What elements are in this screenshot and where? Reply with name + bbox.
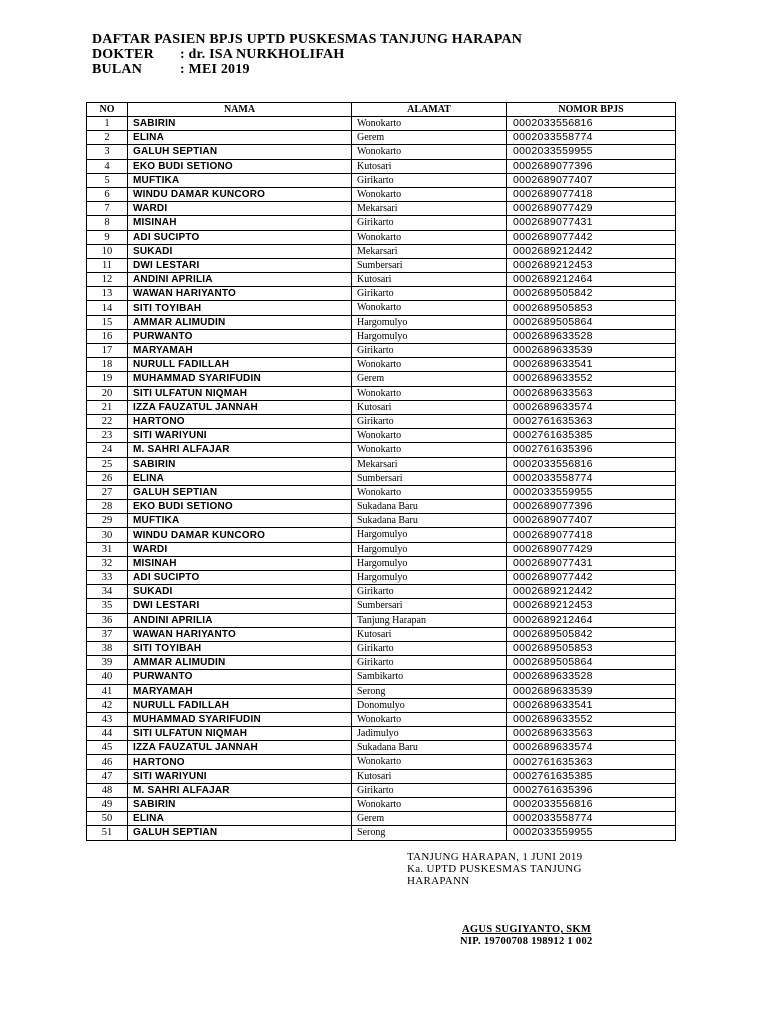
dokter-value: : dr. ISA NURKHOLIFAH	[180, 47, 345, 62]
cell-alamat: Wonokarto	[352, 712, 507, 726]
cell-alamat: Wonokarto	[352, 301, 507, 315]
bulan-value: : MEI 2019	[180, 62, 250, 77]
cell-nama: GALUH SEPTIAN	[128, 485, 352, 499]
table-row	[87, 273, 676, 287]
cell-alamat: Wonokarto	[352, 358, 507, 372]
cell-no: 1	[87, 117, 128, 131]
cell-alamat: Mekarsari	[352, 244, 507, 258]
column-header-bpjs: NOMOR BPJS	[507, 103, 676, 117]
cell-nama: NURULL FADILLAH	[128, 358, 352, 372]
cell-bpjs: 0002033558774	[507, 812, 676, 826]
cell-alamat: Kutosari	[352, 627, 507, 641]
cell-bpjs: 0002033556816	[507, 457, 676, 471]
cell-alamat: Kutosari	[352, 769, 507, 783]
cell-alamat: Hargomulyo	[352, 556, 507, 570]
cell-bpjs: 0002689633541	[507, 358, 676, 372]
column-header-no: NO	[87, 103, 128, 117]
cell-bpjs: 0002689633563	[507, 727, 676, 741]
table-row	[87, 173, 676, 187]
cell-bpjs: 0002689633539	[507, 684, 676, 698]
cell-no: 48	[87, 783, 128, 797]
cell-no: 18	[87, 358, 128, 372]
patient-table	[86, 102, 676, 841]
column-header-nama: NAMA	[128, 103, 352, 117]
cell-bpjs: 0002689633541	[507, 698, 676, 712]
cell-nama: WARDI	[128, 542, 352, 556]
cell-bpjs: 0002689077407	[507, 173, 676, 187]
cell-nama: AMMAR ALIMUDIN	[128, 315, 352, 329]
column-header-alamat: ALAMAT	[352, 103, 507, 117]
cell-bpjs: 0002689077396	[507, 500, 676, 514]
table-row	[87, 287, 676, 301]
cell-no: 29	[87, 514, 128, 528]
cell-nama: PURWANTO	[128, 670, 352, 684]
cell-alamat: Serong	[352, 826, 507, 840]
cell-bpjs: 0002689077418	[507, 528, 676, 542]
cell-no: 13	[87, 287, 128, 301]
cell-nama: WINDU DAMAR KUNCORO	[128, 528, 352, 542]
cell-no: 35	[87, 599, 128, 613]
cell-nama: NURULL FADILLAH	[128, 698, 352, 712]
cell-nama: SITI TOYIBAH	[128, 301, 352, 315]
cell-no: 16	[87, 329, 128, 343]
cell-alamat: Hargomulyo	[352, 315, 507, 329]
cell-alamat: Wonokarto	[352, 798, 507, 812]
cell-bpjs: 0002689633563	[507, 386, 676, 400]
cell-no: 43	[87, 712, 128, 726]
cell-bpjs: 0002689212464	[507, 273, 676, 287]
cell-nama: ADI SUCIPTO	[128, 571, 352, 585]
cell-no: 51	[87, 826, 128, 840]
cell-alamat: Kutosari	[352, 159, 507, 173]
cell-no: 7	[87, 202, 128, 216]
cell-bpjs: 0002689505853	[507, 641, 676, 655]
cell-no: 9	[87, 230, 128, 244]
cell-nama: GALUH SEPTIAN	[128, 145, 352, 159]
cell-bpjs: 0002689077442	[507, 571, 676, 585]
table-row	[87, 585, 676, 599]
table-row	[87, 145, 676, 159]
table-row	[87, 812, 676, 826]
cell-no: 36	[87, 613, 128, 627]
cell-no: 26	[87, 471, 128, 485]
cell-no: 46	[87, 755, 128, 769]
table-row	[87, 344, 676, 358]
table-row	[87, 627, 676, 641]
cell-bpjs: 0002689077407	[507, 514, 676, 528]
cell-no: 6	[87, 187, 128, 201]
cell-nama: ELINA	[128, 812, 352, 826]
table-row	[87, 542, 676, 556]
cell-bpjs: 0002689077396	[507, 159, 676, 173]
table-row	[87, 372, 676, 386]
dokter-line	[92, 47, 522, 62]
cell-nama: PURWANTO	[128, 329, 352, 343]
table-row	[87, 741, 676, 755]
cell-nama: MARYAMAH	[128, 344, 352, 358]
signer-name: AGUS SUGIYANTO, SKM	[462, 924, 592, 935]
cell-no: 12	[87, 273, 128, 287]
cell-bpjs: 0002689505864	[507, 315, 676, 329]
cell-bpjs: 0002761635385	[507, 429, 676, 443]
cell-alamat: Kutosari	[352, 400, 507, 414]
cell-alamat: Sumbersari	[352, 599, 507, 613]
cell-no: 34	[87, 585, 128, 599]
table-row	[87, 826, 676, 840]
cell-nama: SABIRIN	[128, 457, 352, 471]
cell-no: 28	[87, 500, 128, 514]
table-row	[87, 187, 676, 201]
signer-nip: NIP. 19700708 198912 1 002	[460, 936, 593, 947]
table-row	[87, 386, 676, 400]
closing-title-line1: Ka. UPTD PUSKESMAS TANJUNG	[407, 863, 582, 875]
cell-alamat: Girikarto	[352, 585, 507, 599]
cell-nama: MUHAMMAD SYARIFUDIN	[128, 372, 352, 386]
cell-nama: ADI SUCIPTO	[128, 230, 352, 244]
cell-nama: ELINA	[128, 471, 352, 485]
cell-nama: WINDU DAMAR KUNCORO	[128, 187, 352, 201]
cell-alamat: Girikarto	[352, 344, 507, 358]
table-row	[87, 202, 676, 216]
cell-no: 27	[87, 485, 128, 499]
table-row	[87, 500, 676, 514]
cell-alamat: Wonokarto	[352, 755, 507, 769]
cell-alamat: Sukadana Baru	[352, 514, 507, 528]
cell-no: 17	[87, 344, 128, 358]
cell-bpjs: 0002689077429	[507, 202, 676, 216]
cell-alamat: Sukadana Baru	[352, 500, 507, 514]
cell-no: 10	[87, 244, 128, 258]
cell-no: 37	[87, 627, 128, 641]
cell-bpjs: 0002689212442	[507, 585, 676, 599]
table-header-row	[87, 103, 676, 117]
cell-alamat: Wonokarto	[352, 145, 507, 159]
table-body	[87, 117, 676, 841]
cell-no: 2	[87, 131, 128, 145]
cell-bpjs: 0002761635385	[507, 769, 676, 783]
table-row	[87, 556, 676, 570]
cell-bpjs: 0002689212464	[507, 613, 676, 627]
table-row	[87, 457, 676, 471]
cell-bpjs: 0002689212442	[507, 244, 676, 258]
table-row	[87, 244, 676, 258]
table-row	[87, 613, 676, 627]
cell-no: 44	[87, 727, 128, 741]
signature-block	[460, 924, 593, 948]
cell-alamat: Hargomulyo	[352, 571, 507, 585]
cell-nama: MISINAH	[128, 556, 352, 570]
cell-bpjs: 0002689505864	[507, 656, 676, 670]
cell-no: 3	[87, 145, 128, 159]
table-row	[87, 599, 676, 613]
table-row	[87, 670, 676, 684]
cell-bpjs: 0002033558774	[507, 471, 676, 485]
cell-nama: EKO BUDI SETIONO	[128, 500, 352, 514]
cell-alamat: Wonokarto	[352, 230, 507, 244]
cell-no: 49	[87, 798, 128, 812]
cell-nama: HARTONO	[128, 414, 352, 428]
cell-alamat: Jadimulyo	[352, 727, 507, 741]
cell-no: 15	[87, 315, 128, 329]
document-title: DAFTAR PASIEN BPJS UPTD PUSKESMAS TANJUNG HARAPAN	[92, 32, 523, 47]
table-row	[87, 727, 676, 741]
cell-nama: SITI WARIYUNI	[128, 429, 352, 443]
table-row	[87, 783, 676, 797]
cell-bpjs: 0002689633528	[507, 670, 676, 684]
cell-no: 8	[87, 216, 128, 230]
table-row	[87, 471, 676, 485]
cell-alamat: Girikarto	[352, 216, 507, 230]
cell-alamat: Hargomulyo	[352, 528, 507, 542]
cell-nama: MARYAMAH	[128, 684, 352, 698]
table-row	[87, 429, 676, 443]
cell-alamat: Girikarto	[352, 656, 507, 670]
cell-nama: M. SAHRI ALFAJAR	[128, 783, 352, 797]
cell-no: 5	[87, 173, 128, 187]
cell-alamat: Girikarto	[352, 414, 507, 428]
table-row	[87, 230, 676, 244]
document-header	[92, 32, 522, 77]
cell-bpjs: 0002033559955	[507, 145, 676, 159]
cell-bpjs: 0002689633552	[507, 372, 676, 386]
table-row	[87, 400, 676, 414]
cell-nama: SUKADI	[128, 585, 352, 599]
cell-bpjs: 0002033559955	[507, 485, 676, 499]
cell-alamat: Serong	[352, 684, 507, 698]
table-row	[87, 315, 676, 329]
table-row	[87, 641, 676, 655]
cell-no: 22	[87, 414, 128, 428]
cell-alamat: Wonokarto	[352, 443, 507, 457]
cell-nama: SUKADI	[128, 244, 352, 258]
cell-no: 11	[87, 258, 128, 272]
cell-nama: IZZA FAUZATUL JANNAH	[128, 400, 352, 414]
cell-no: 45	[87, 741, 128, 755]
bulan-line	[92, 62, 522, 77]
cell-nama: MUFTIKA	[128, 173, 352, 187]
cell-bpjs: 0002033559955	[507, 826, 676, 840]
cell-nama: WAWAN HARIYANTO	[128, 627, 352, 641]
cell-nama: GALUH SEPTIAN	[128, 826, 352, 840]
table-row	[87, 712, 676, 726]
cell-bpjs: 0002689633552	[507, 712, 676, 726]
cell-alamat: Gerem	[352, 372, 507, 386]
cell-no: 25	[87, 457, 128, 471]
cell-nama: SITI WARIYUNI	[128, 769, 352, 783]
cell-alamat: Hargomulyo	[352, 329, 507, 343]
cell-bpjs: 0002689633574	[507, 741, 676, 755]
cell-no: 4	[87, 159, 128, 173]
table-row	[87, 159, 676, 173]
cell-nama: SITI ULFATUN NIQMAH	[128, 727, 352, 741]
table-row	[87, 443, 676, 457]
cell-alamat: Gerem	[352, 812, 507, 826]
cell-nama: AMMAR ALIMUDIN	[128, 656, 352, 670]
cell-alamat: Wonokarto	[352, 187, 507, 201]
cell-alamat: Tanjung Harapan	[352, 613, 507, 627]
cell-bpjs: 0002689077431	[507, 556, 676, 570]
closing-title-line2: HARAPANN	[407, 875, 470, 887]
cell-nama: M. SAHRI ALFAJAR	[128, 443, 352, 457]
table-row	[87, 571, 676, 585]
table-row	[87, 358, 676, 372]
cell-bpjs: 0002689505853	[507, 301, 676, 315]
closing-block	[407, 851, 582, 887]
cell-bpjs: 0002033556816	[507, 117, 676, 131]
cell-no: 21	[87, 400, 128, 414]
cell-nama: HARTONO	[128, 755, 352, 769]
table-row	[87, 301, 676, 315]
cell-nama: IZZA FAUZATUL JANNAH	[128, 741, 352, 755]
cell-alamat: Kutosari	[352, 273, 507, 287]
cell-nama: WAWAN HARIYANTO	[128, 287, 352, 301]
table-row	[87, 514, 676, 528]
cell-nama: MISINAH	[128, 216, 352, 230]
cell-no: 47	[87, 769, 128, 783]
cell-no: 41	[87, 684, 128, 698]
cell-no: 38	[87, 641, 128, 655]
cell-bpjs: 0002689633574	[507, 400, 676, 414]
cell-alamat: Sumbersari	[352, 258, 507, 272]
cell-alamat: Wonokarto	[352, 386, 507, 400]
cell-no: 30	[87, 528, 128, 542]
cell-nama: SABIRIN	[128, 798, 352, 812]
bulan-label: BULAN	[92, 62, 143, 77]
cell-bpjs: 0002689077442	[507, 230, 676, 244]
cell-alamat: Girikarto	[352, 173, 507, 187]
table-row	[87, 698, 676, 712]
cell-bpjs: 0002689077431	[507, 216, 676, 230]
cell-alamat: Wonokarto	[352, 485, 507, 499]
cell-nama: SITI TOYIBAH	[128, 641, 352, 655]
cell-nama: SITI ULFATUN NIQMAH	[128, 386, 352, 400]
cell-bpjs: 0002689505842	[507, 287, 676, 301]
cell-bpjs: 0002761635396	[507, 783, 676, 797]
cell-nama: ANDINI APRILIA	[128, 613, 352, 627]
cell-bpjs: 0002689077418	[507, 187, 676, 201]
cell-nama: DWI LESTARI	[128, 258, 352, 272]
cell-bpjs: 0002761635363	[507, 414, 676, 428]
table-row	[87, 656, 676, 670]
cell-alamat: Sumbersari	[352, 471, 507, 485]
cell-bpjs: 0002761635396	[507, 443, 676, 457]
cell-bpjs: 0002033558774	[507, 131, 676, 145]
cell-no: 23	[87, 429, 128, 443]
table-row	[87, 329, 676, 343]
cell-no: 14	[87, 301, 128, 315]
cell-no: 31	[87, 542, 128, 556]
cell-no: 50	[87, 812, 128, 826]
cell-bpjs: 0002689633539	[507, 344, 676, 358]
cell-bpjs: 0002033556816	[507, 798, 676, 812]
cell-nama: ANDINI APRILIA	[128, 273, 352, 287]
table-row	[87, 414, 676, 428]
cell-alamat: Hargomulyo	[352, 542, 507, 556]
cell-nama: MUFTIKA	[128, 514, 352, 528]
cell-alamat: Girikarto	[352, 641, 507, 655]
cell-no: 24	[87, 443, 128, 457]
cell-no: 33	[87, 571, 128, 585]
dokter-label: DOKTER	[92, 47, 154, 62]
table-row	[87, 684, 676, 698]
cell-alamat: Wonokarto	[352, 429, 507, 443]
cell-alamat: Girikarto	[352, 783, 507, 797]
cell-no: 39	[87, 656, 128, 670]
cell-bpjs: 0002689633528	[507, 329, 676, 343]
cell-bpjs: 0002689212453	[507, 599, 676, 613]
cell-no: 42	[87, 698, 128, 712]
table-row	[87, 485, 676, 499]
table-row	[87, 528, 676, 542]
cell-alamat: Wonokarto	[352, 117, 507, 131]
table-row	[87, 131, 676, 145]
cell-nama: SABIRIN	[128, 117, 352, 131]
cell-bpjs: 0002689505842	[507, 627, 676, 641]
cell-nama: ELINA	[128, 131, 352, 145]
cell-alamat: Gerem	[352, 131, 507, 145]
cell-no: 19	[87, 372, 128, 386]
cell-nama: DWI LESTARI	[128, 599, 352, 613]
cell-no: 20	[87, 386, 128, 400]
table-row	[87, 117, 676, 131]
cell-no: 32	[87, 556, 128, 570]
cell-no: 40	[87, 670, 128, 684]
cell-nama: MUHAMMAD SYARIFUDIN	[128, 712, 352, 726]
table-row	[87, 798, 676, 812]
cell-alamat: Sukadana Baru	[352, 741, 507, 755]
cell-nama: WARDI	[128, 202, 352, 216]
cell-alamat: Mekarsari	[352, 202, 507, 216]
cell-alamat: Sambikarto	[352, 670, 507, 684]
table-row	[87, 216, 676, 230]
cell-alamat: Girikarto	[352, 287, 507, 301]
table-row	[87, 755, 676, 769]
cell-bpjs: 0002689077429	[507, 542, 676, 556]
cell-bpjs: 0002761635363	[507, 755, 676, 769]
table-row	[87, 258, 676, 272]
cell-nama: EKO BUDI SETIONO	[128, 159, 352, 173]
cell-alamat: Mekarsari	[352, 457, 507, 471]
table-row	[87, 769, 676, 783]
cell-bpjs: 0002689212453	[507, 258, 676, 272]
cell-alamat: Donomulyo	[352, 698, 507, 712]
place-date: TANJUNG HARAPAN, 1 JUNI 2019	[407, 851, 583, 863]
